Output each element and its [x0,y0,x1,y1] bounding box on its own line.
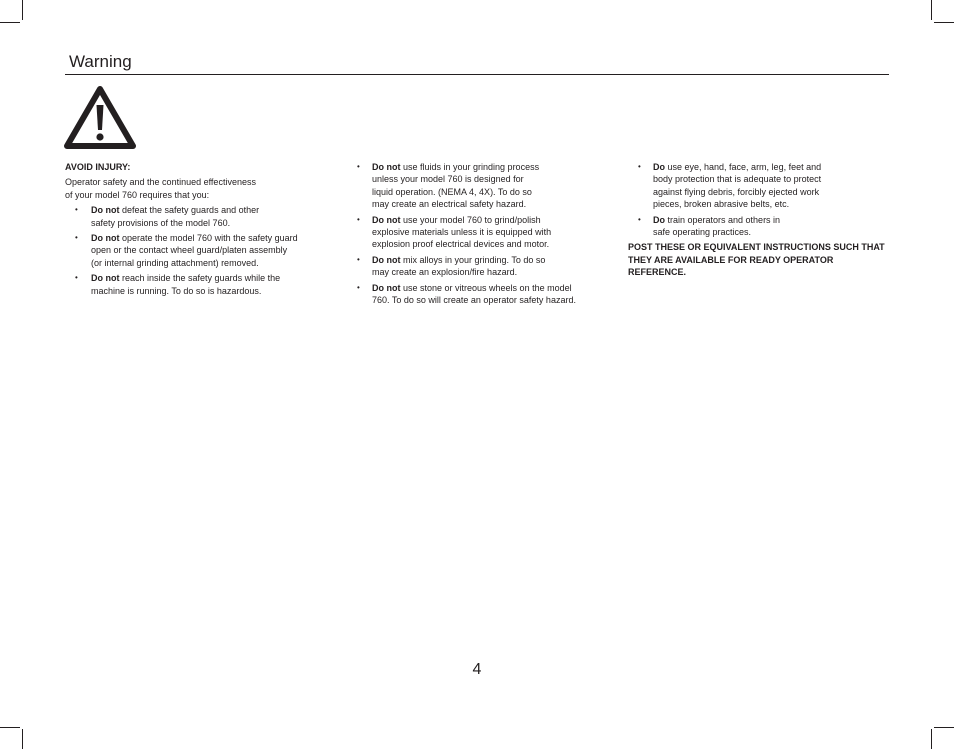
instruction-list [636,161,891,238]
list-item: • Do use eye, hand, face, arm, leg, feet and body protection that is adequate to protect against flying debris, forcibly ejected work pieces, broken abrasive belts, etc. [636,161,891,211]
list-item: • Do not use stone or vitreous wheels on the model 760. To do so will create an operator safety hazard. [355,282,595,307]
list-item: • Do train operators and others in safe operating practices. [636,214,891,239]
page-title: Warning [69,52,132,71]
column-2 [355,161,595,309]
warning-list [355,161,595,306]
warning-list [65,204,330,297]
title-divider [65,74,889,75]
closing-notice: POST THESE OR EQUIVALENT INSTRUCTIONS SUCH THAT THEY ARE AVAILABLE FOR READY OPERATOR REFERENCE. [628,242,885,278]
crop-mark [0,727,20,728]
list-item: • Do not use your model 760 to grind/polish explosive materials unless it is equipped with explosion proof electrical devices and motor. [355,214,595,251]
warning-triangle-icon [64,86,136,149]
crop-mark [934,22,954,23]
crop-mark [931,729,932,749]
crop-mark [22,729,23,749]
crop-mark [931,0,932,20]
crop-mark [22,0,23,20]
section-heading: AVOID INJURY: [65,162,131,172]
crop-mark [0,22,20,23]
list-item: • Do not operate the model 760 with the safety guard open or the contact wheel guard/platen assembly (or internal grinding attachment) removed. [65,232,330,269]
list-item: • Do not reach inside the safety guards while the machine is running. To do so is hazardous. [65,272,330,297]
intro-paragraph: Operator safety and the continued effectiveness of your model 760 requires that you: [65,177,256,200]
list-item: • Do not mix alloys in your grinding. To do so may create an explosion/fire hazard. [355,254,595,279]
page-number: 4 [472,661,482,678]
list-item: • Do not defeat the safety guards and other safety provisions of the model 760. [65,204,330,229]
column-3 [628,161,891,279]
list-item: • Do not use fluids in your grinding process unless your model 760 is designed for liquid operation. (NEMA 4, 4X). To do so may create an electrical safety hazard. [355,161,595,211]
column-1 [65,161,330,300]
crop-mark [934,727,954,728]
